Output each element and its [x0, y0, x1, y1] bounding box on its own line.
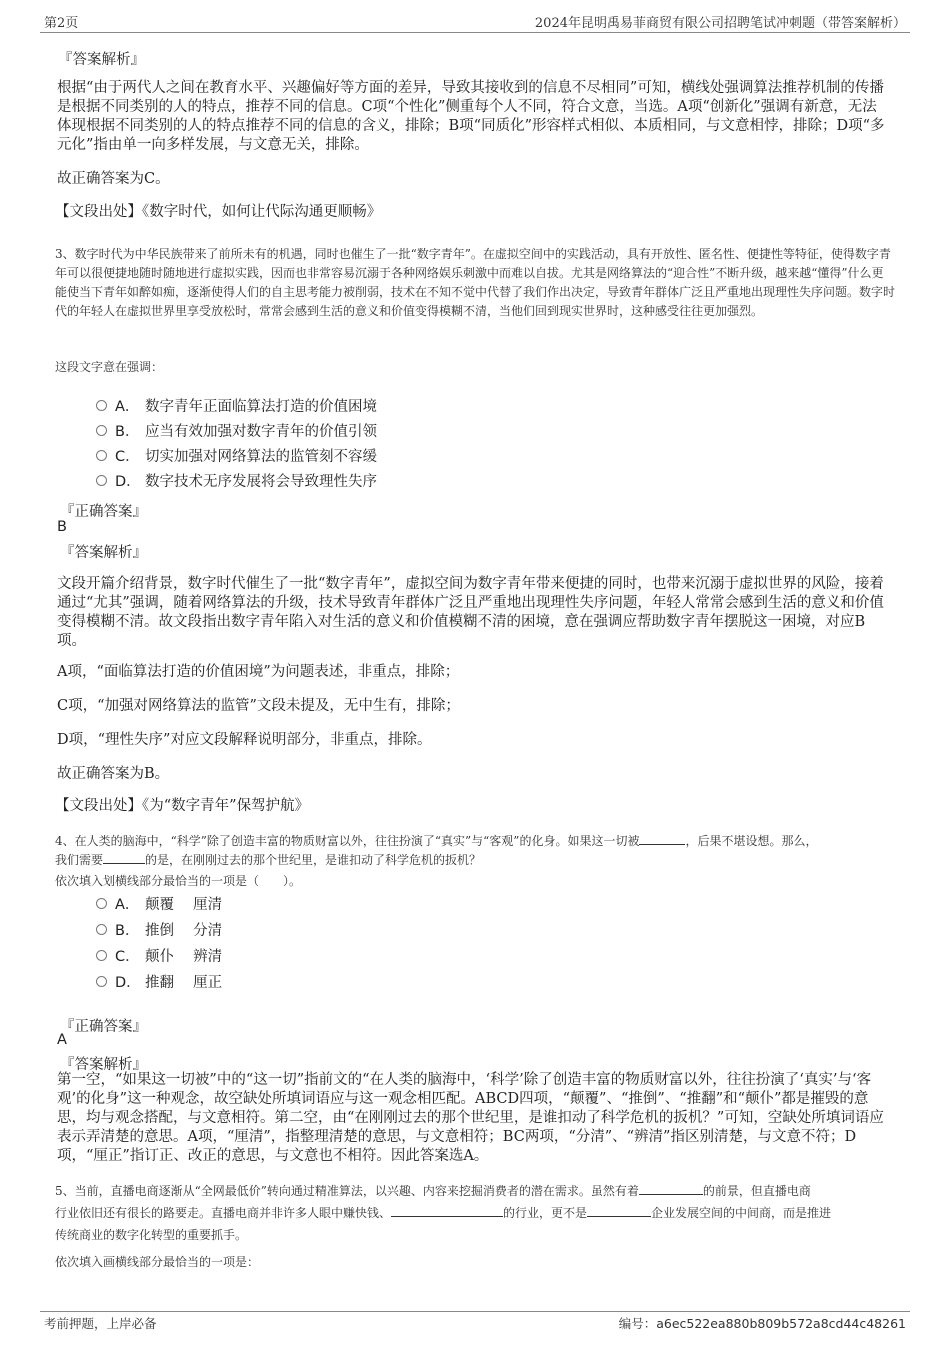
answer-value: A	[57, 1032, 67, 1048]
analysis-text: 根据“由于两代人之间在教育水平、兴趣偏好等方面的差异，导致其接收到的信息不尽相同”可知，横线处强调算法推荐机制的传播是根据不同类别的人的特点，推荐不同的信息。C项“个性化”侧重每个人不同，符合文意，当选。A项“创新化”强调有新意，无法体现根据不同类别的人的特点推荐不同的信息的含义，排除；B项“同质化”形容样式相似、本质相同，与文意相悖，排除；D项“多元化”指由单一向多样发展，与文意无关，排除。	[57, 80, 885, 153]
source: 【文段出处】《数字时代，如何让代际沟通更顺畅》	[55, 204, 382, 220]
analysis-label: 『答案解析』	[60, 545, 147, 561]
option-b[interactable]: B． 应当有效加强对数字青年的价值引领	[96, 419, 377, 441]
footer-rule	[40, 1311, 910, 1312]
radio-icon[interactable]	[96, 425, 107, 436]
option-text: 颠覆 厘清	[145, 896, 223, 913]
code-value: a6ec522ea880b809b572a8cd44c48261	[656, 1316, 906, 1331]
answer-label: 『正确答案』	[60, 504, 147, 520]
option-c[interactable]: C． 颠仆 辨清	[96, 944, 222, 966]
analysis-text: 第一空，“如果这一切被”中的“这一切”指前文的“在人类的脑海中，‘科学’除了创造丰富的物质财富以外，往往扮演了‘真实’与‘客观’的化身”这一种观念，故空缺处所填词语应与这一观念相匹配。ABCD四项，“颠覆”、“推倒”、“推翻”和“颠仆”都是摧毁的意思，均与观念搭配，与文意相符。第二空，由“在刚刚过去的那个世纪里，是谁扣动了科学危机的扳机？”可知，空缺处所填词语应表示弄清楚的意思。A项，“厘清”，指整理清楚的意思，与文意相符；BC两项，“分清”、“辨清”指区别清楚，与文意不符；D项，“厘正”指订正、改正的意思，与文意也不相符。因此答案选A。	[57, 1072, 884, 1164]
answer-label: 『正确答案』	[60, 1019, 147, 1035]
option-text: 数字技术无序发展将会导致理性失序	[145, 473, 377, 490]
blank	[587, 1204, 651, 1217]
question-prompt: 依次填入划横线部分最恰当的一项是（ ）。	[55, 874, 302, 888]
question-prompt: 依次填入画横线部分最恰当的一项是：	[55, 1255, 260, 1269]
radio-icon[interactable]	[96, 898, 107, 909]
option-a[interactable]: A． 颠覆 厘清	[96, 892, 222, 914]
option-text: 推倒 分清	[145, 922, 223, 939]
radio-icon[interactable]	[96, 924, 107, 935]
header-rule	[40, 32, 910, 33]
analysis-label: 『答案解析』	[60, 1057, 147, 1073]
option-text: 数字青年正面临算法打造的价值困境	[145, 398, 377, 415]
page-number: 第2页	[44, 16, 79, 31]
document-title: 2024年昆明禹易菲商贸有限公司招聘笔试冲刺题（带答案解析）	[534, 16, 906, 31]
question-stem: 3、数字时代为中华民族带来了前所未有的机遇，同时也催生了一批“数字青年”。在虚拟空间中的实践活动，具有开放性、匿名性、便捷性等特征，使得数字青年可以很便捷地随时随地进行虚拟实践，因而也非常容易沉溺于各种网络娱乐刺激中而难以自拔。尤其是网络算法的“迎合性”不断升级，越来越“懂得”什么更能使当下青年如醉如痴，逐渐使得人们的自主思考能力被削弱，技术在不知不觉中代替了我们作出决定，导致青年群体广泛且严重地出现理性失序问题。数字时代的年轻人在虚拟世界里享受放松时，常常会感到生活的意义和价值变得模糊不清，当他们回到现实世界时，这种感受往往更加强烈。	[55, 247, 896, 318]
radio-icon[interactable]	[96, 450, 107, 461]
note-a: A项，“面临算法打造的价值困境”为问题表述，非重点，排除；	[57, 664, 460, 680]
option-a[interactable]: A． 数字青年正面临算法打造的价值困境	[96, 394, 377, 416]
question-stem: 4、在人类的脑海中，“科学”除了创造丰富的物质财富以外，往往扮演了“真实”与“客观”的化身。如果这一切被 ，后果不堪设想。那么， 我们需要 的是，在刚刚过去的那个世纪里，是谁扣动了科学危机的扳机？	[55, 834, 818, 867]
option-c[interactable]: C． 切实加强对网络算法的监管刻不容缓	[96, 444, 377, 466]
conclusion: 故正确答案为B。	[57, 766, 170, 782]
radio-icon[interactable]	[96, 400, 107, 411]
analysis-label: 『答案解析』	[58, 52, 145, 68]
option-d[interactable]: D． 数字技术无序发展将会导致理性失序	[96, 469, 377, 491]
option-text: 切实加强对网络算法的监管刻不容缓	[145, 448, 377, 465]
option-d[interactable]: D． 推翻 厘正	[96, 970, 222, 992]
blank	[103, 851, 145, 864]
note-d: D项，“理性失序”对应文段解释说明部分，非重点，排除。	[57, 732, 432, 748]
analysis-text: 文段开篇介绍背景，数字时代催生了一批“数字青年”，虚拟空间为数字青年带来便捷的同时，也带来沉溺于虚拟世界的风险，接着通过“尤其”强调，随着网络算法的升级，技术导致青年群体广泛且严重地出现理性失序问题，年轻人常常会感到生活的意义和价值变得模糊不清。故文段指出数字青年陷入对生活的意义和价值模糊不清的困境，意在强调应帮助数字青年摆脱这一困境，对应B项。	[57, 576, 884, 649]
answer-value: B	[57, 519, 67, 535]
radio-icon[interactable]	[96, 950, 107, 961]
question-prompt: 这段文字意在强调：	[55, 360, 164, 374]
blank	[391, 1204, 503, 1217]
source: 【文段出处】《为“数字青年”保驾护航》	[55, 798, 310, 814]
option-text: 推翻 厘正	[145, 974, 223, 991]
option-text: 颠仆 辨清	[145, 948, 223, 965]
footer-slogan: 考前押题，上岸必备	[44, 1316, 157, 1331]
note-c: C项，“加强对网络算法的监管”文段未提及，无中生有，排除；	[57, 698, 460, 714]
footer-code: 编号：a6ec522ea880b809b572a8cd44c48261	[618, 1316, 906, 1331]
option-b[interactable]: B． 推倒 分清	[96, 918, 222, 940]
radio-icon[interactable]	[96, 976, 107, 987]
blank	[639, 1182, 703, 1195]
blank	[639, 832, 685, 845]
conclusion: 故正确答案为C。	[57, 171, 170, 187]
option-text: 应当有效加强对数字青年的价值引领	[145, 423, 377, 440]
question-stem: 5、当前，直播电商逐渐从“全网最低价”转向通过精准算法，以兴趣、内容来挖掘消费者的潜在需求。虽然有着 的前景，但直播电商 行业依旧还有很长的路要走。直播电商并非许多人眼中赚快钱、 的行业，更不是 企业发展空间的中间商，而是推进 传统商业的数字化转型的重要抓手。	[55, 1184, 832, 1242]
radio-icon[interactable]	[96, 475, 107, 486]
